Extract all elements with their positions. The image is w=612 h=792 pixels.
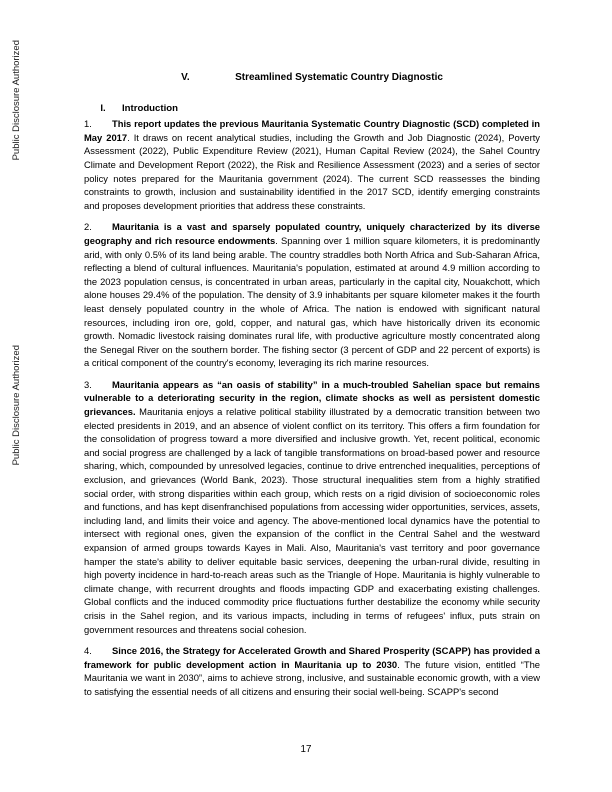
section-heading: [84, 71, 540, 85]
paragraph-body: . The future vision, entitled “The Mauritania we want in 2030”, aims to achieve strong, inclusive, and sustainable economic growth, with a view to satisfying the essential needs of all citizens and ensuring their social well-being. SCAPP's second: [84, 658, 541, 697]
document-body: [84, 71, 540, 707]
section-number: V.: [181, 72, 190, 83]
disclosure-label: Public Disclosure Authorized: [11, 345, 22, 466]
paragraph-body: . Spanning over 1 million square kilometers, it is predominantly arid, with only 0.5% of its land being arable. The country straddles both North Africa and Sub-Saharan Africa, reflecting a blend of cultural influences. Mauritania's population, estimated at around 4.9 million according to the 2023 population census, is concentrated in urban areas, particularly in the capital city, Nouakchott, which alone houses 29.4% of the population. The density of 3.9 inhabitants per square kilometer makes it the fourth least densely populated country in the whole of Africa. The nation is endowed with significant natural resources, including iron ore, gold, copper, and natural gas, which have historically driven its economic growth. Nomadic livestock raising dominates rural life, with productive agriculture mostly concentrated along the Senegal River on the southern border. The fishing sector (3 percent of GDP and 22 percent of exports) is a critical component of the country's economy, leveraging its rich marine resources.: [84, 234, 540, 369]
paragraph-body: . It draws on recent analytical studies, including the Growth and Job Diagnostic (2024), Poverty Assessment (2022), Public Expenditure Review (2021), Human Capital Review (2024), the Sahel Country Climate and Development Report (2022), the Risk and Resilience Assessment (2023) and a series of sector policy notes prepared for the Mauritania government (2024). The current SCD reassesses the binding constraints to growth, inclusion and sustainability identified in the 2017 SCD, identify emerging constraints and proposes development priorities that address these constraints.: [84, 131, 540, 211]
paragraph-1: [84, 117, 540, 212]
paragraph-number: 2.: [84, 221, 92, 233]
paragraph-number: 1.: [84, 118, 92, 130]
paragraph-body: Mauritania enjoys a relative political stability illustrated by a democratic transition between two elected presidents in 2019, and an absence of violent conflict on its territory. This offers a firm foundation for the consolidation of progress toward a more diversified and inclusive growth. Yet, recent political, economic and social progress are challenged by a lack of tangible transformations on broad-based power and resource sharing, which, compounded by unresolved legacies, continue to drive entrenched inequalities, perceptions of exclusion, and grievances (World Bank, 2023). Those structural inequalities stem from a highly stratified social order, with strong disparities within each group, which rests on a rigid division of socioeconomic roles and functions, and has kept disenfranchised populations from accessing wider opportunities, services, assets, including land, and limits their voice and agency. The above-mentioned local dynamics have the potential to intersect with regional ones, given the expansion of the conflict in the Central Sahel and the westward expansion of armed groups towards Kayes in Mali. Also, Mauritania's vast territory and poor governance hamper the state's ability to deliver equitable basic services, deepening the urban-rural divide, resulting in high poverty incidence in hard-to-reach areas such as the Triangle of Hope. Mauritania is highly vulnerable to climate change, with recurrent droughts and floods impacting GDP and exacerbating existing challenges. Global conflicts and the induced commodity price fluctuations further destabilize the economy while security crisis in the Sahel region, and its various impacts, including in terms of refugees' influx, puts strain on government resources and threatens social cohesion.: [84, 406, 540, 635]
subsection-number: I.: [100, 102, 106, 114]
paragraph-lead: Since 2016, the Strategy for Accelerated Growth and Shared Prosperity (SCAPP) has provided a framework for public development action in Mauritania up to 2030: [84, 645, 540, 670]
paragraph-number: 4.: [84, 645, 92, 657]
paragraph-2: [84, 220, 540, 370]
paragraph-lead: This report updates the previous Mauritania Systematic Country Diagnostic (SCD) completed in May 2017: [84, 118, 540, 143]
paragraph-3: [84, 378, 540, 636]
paragraph-number: 3.: [84, 378, 92, 390]
subsection-title: Introduction: [122, 102, 178, 114]
section-title: Streamlined Systematic Country Diagnostic: [235, 72, 443, 83]
disclosure-label: Public Disclosure Authorized: [11, 40, 22, 161]
paragraph-lead: Mauritania appears as “an oasis of stability” in a much-troubled Sahelian space but remains vulnerable to a deteriorating security in the region, climate shocks as well as persistent domestic grievances.: [84, 378, 540, 418]
subsection-heading: [84, 102, 540, 116]
page-number: 17: [300, 744, 312, 755]
paragraph-lead: Mauritania is a vast and sparsely populated country, uniquely characterized by its diverse geography and rich resource endowments: [84, 221, 540, 246]
paragraph-4: [84, 644, 540, 698]
